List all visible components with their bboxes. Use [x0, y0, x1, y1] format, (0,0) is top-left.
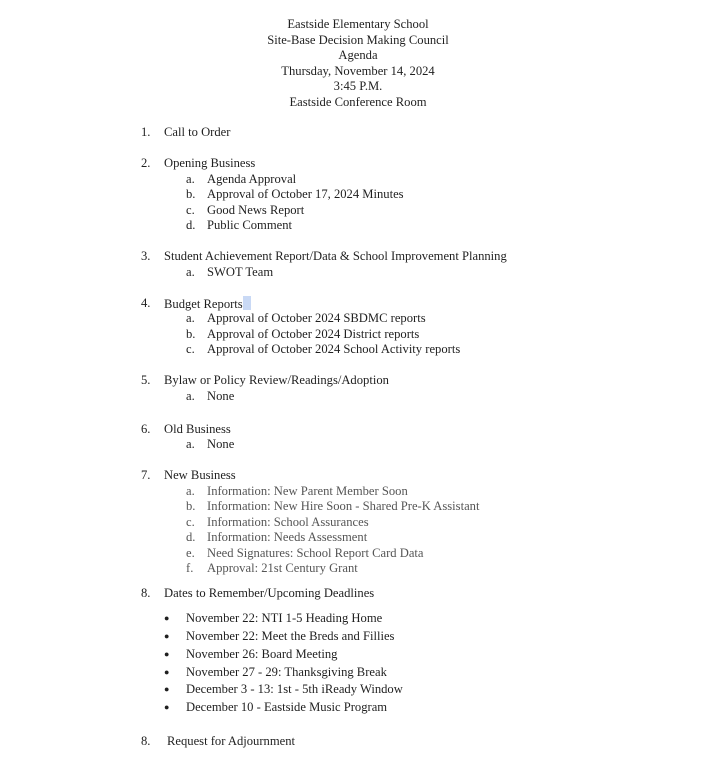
- date-bullet-text: November 27 - 29: Thanksgiving Break: [186, 665, 387, 679]
- sub-item-letter: c.: [186, 342, 195, 356]
- item-number: 4.: [141, 296, 151, 310]
- bullet-icon: ●: [164, 667, 170, 677]
- sub-item-text: Information: School Assurances: [207, 515, 369, 529]
- sub-item-text: Approval: 21st Century Grant: [207, 561, 358, 575]
- sub-item-letter: b.: [186, 187, 196, 201]
- date-bullet-text: November 22: NTI 1-5 Heading Home: [186, 611, 383, 625]
- sub-item-text: Approval of October 17, 2024 Minutes: [207, 187, 404, 201]
- bullet-icon: ●: [164, 702, 170, 712]
- date-bullet-text: December 10 - Eastside Music Program: [186, 700, 388, 714]
- bullet-icon: ●: [164, 684, 170, 694]
- sub-item-text: Information: New Parent Member Soon: [207, 484, 408, 498]
- sub-item-text: Approval of October 2024 District reports: [207, 327, 420, 341]
- sub-item-letter: a.: [186, 484, 195, 498]
- bullet-icon: ●: [164, 631, 170, 641]
- sub-item-letter: b.: [186, 327, 196, 341]
- sub-item-letter: d.: [186, 218, 196, 232]
- sub-item-letter: a.: [186, 311, 195, 325]
- sub-item-text: Approval of October 2024 School Activity reports: [207, 342, 461, 356]
- meeting-location: Eastside Conference Room: [289, 94, 427, 109]
- item-number: 8.: [141, 734, 151, 748]
- school-name: Eastside Elementary School: [287, 17, 429, 31]
- sub-item-letter: a.: [186, 389, 195, 403]
- sub-item-text: Need Signatures: School Report Card Data: [207, 546, 424, 560]
- sub-item-letter: c.: [186, 515, 195, 529]
- sub-item-text: SWOT Team: [207, 265, 274, 279]
- item-title: Dates to Remember/Upcoming Deadlines: [164, 586, 375, 600]
- sub-item-text: Information: Needs Assessment: [207, 530, 368, 544]
- item-number: 6.: [141, 422, 151, 436]
- item-title: Old Business: [164, 422, 231, 436]
- sub-item-text: None: [207, 437, 235, 451]
- item-number: 7.: [141, 468, 151, 482]
- item-number: 1.: [141, 125, 151, 139]
- sub-item-letter: a.: [186, 437, 195, 451]
- sub-item-letter: a.: [186, 172, 195, 186]
- sub-item-letter: a.: [186, 265, 195, 279]
- item-title: Student Achievement Report/Data & School Improvement Planning: [164, 249, 507, 263]
- sub-item-text: Public Comment: [207, 218, 293, 232]
- sub-item-text: Agenda Approval: [207, 172, 297, 186]
- sub-item-letter: d.: [186, 530, 196, 544]
- item-title-wrap[interactable]: [164, 296, 251, 312]
- item-title: Opening Business: [164, 156, 256, 170]
- date-bullet-text: November 26: Board Meeting: [186, 647, 338, 661]
- sub-item-text: Approval of October 2024 SBDMC reports: [207, 311, 426, 325]
- council-name: Site-Base Decision Making Council: [267, 32, 449, 47]
- item-title: Request for Adjournment: [167, 734, 296, 748]
- agenda-header: [0, 17, 701, 111]
- document-type: Agenda: [338, 48, 378, 63]
- sub-item-text: Good News Report: [207, 203, 305, 217]
- sub-item-letter: c.: [186, 203, 195, 217]
- item-title: New Business: [164, 468, 236, 482]
- sub-item-text: None: [207, 389, 235, 403]
- sub-item-letter: e.: [186, 546, 195, 560]
- meeting-date: Thursday, November 14, 2024: [281, 63, 435, 78]
- sub-item-text: Information: New Hire Soon - Shared Pre-K Assistant: [207, 499, 480, 513]
- item-title: Bylaw or Policy Review/Readings/Adoption: [164, 373, 389, 387]
- item-title: Call to Order: [164, 125, 231, 139]
- text-cursor-selection: [243, 296, 251, 310]
- item-number: 5.: [141, 373, 151, 387]
- item-number: 2.: [141, 156, 151, 170]
- sub-item-letter: f.: [186, 561, 194, 575]
- bullet-icon: ●: [164, 613, 170, 623]
- item-number: 3.: [141, 249, 151, 263]
- bullet-icon: ●: [164, 649, 170, 659]
- date-bullet-text: November 22: Meet the Breds and Fillies: [186, 629, 395, 643]
- sub-item-letter: b.: [186, 499, 196, 513]
- item-title: Budget Reports: [164, 297, 243, 311]
- item-number: 8.: [141, 586, 151, 600]
- meeting-time: 3:45 P.M.: [333, 79, 383, 94]
- date-bullet-text: December 3 - 13: 1st - 5th iReady Window: [186, 682, 403, 696]
